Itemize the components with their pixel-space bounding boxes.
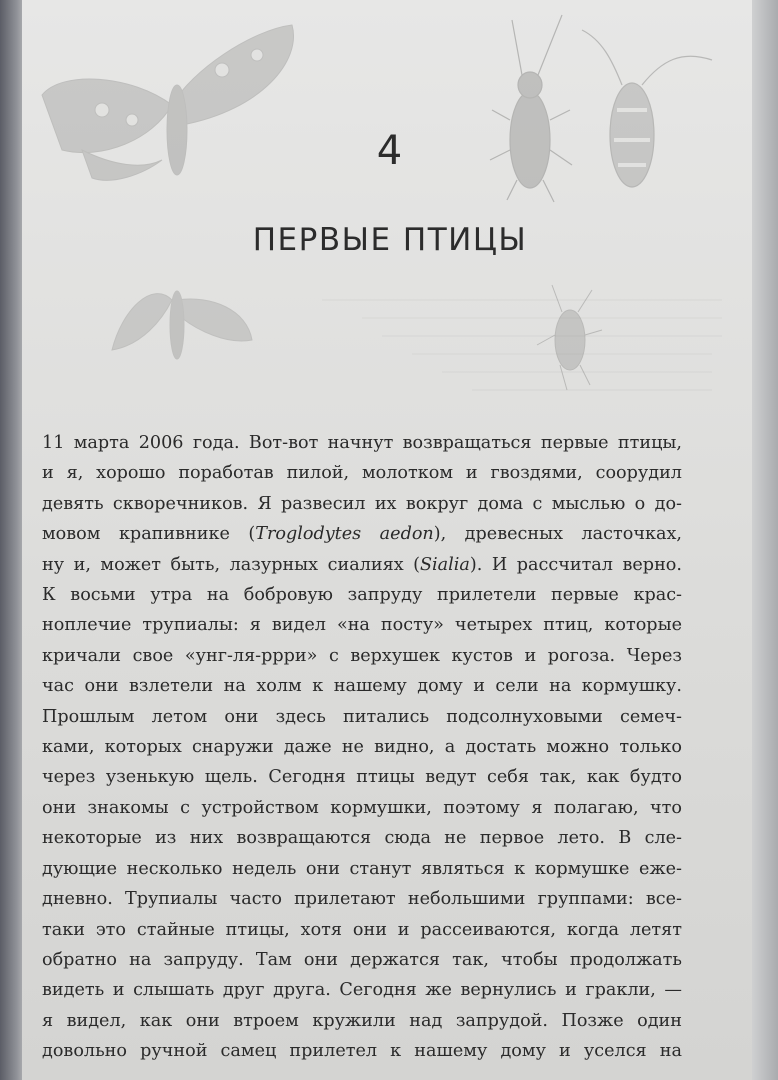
latin-species-name: Troglodytes aedon <box>255 524 434 545</box>
body-text <box>42 428 682 1067</box>
text-line: час они взлетели на холм к нашему дому и сели на кормушку. <box>42 676 682 697</box>
text-line: ками, которых снаружи даже не видно, а достать можно только <box>42 737 682 758</box>
book-page <box>22 0 758 1080</box>
text-segment: ). И рассчитал верно. <box>469 554 682 575</box>
text-line: некоторые из них возвращаются сюда не первое лето. В сле- <box>42 828 682 849</box>
chapter-title: ПЕРВЫЕ ПТИЦЫ <box>252 222 528 258</box>
latin-genus-name: Sialia <box>420 554 470 575</box>
text-line: видеть и слышать друг друга. Сегодня же вернулись и гракли, — <box>42 980 682 1001</box>
text-line: Прошлым летом они здесь питались подсолнуховыми семеч- <box>42 706 682 727</box>
text-line: таки это стайные птицы, хотя они и рассеиваются, когда летят <box>42 919 682 940</box>
text-line: девять скворечников. Я развесил их вокруг дома с мыслью о до- <box>42 493 682 514</box>
text-segment: ), древесных ласточках, <box>433 524 682 545</box>
text-line: и я, хорошо поработав пилой, молотком и гвоздями, соорудил <box>42 463 682 484</box>
text-line: через узенькую щель. Сегодня птицы ведут себя так, как будто <box>42 767 682 788</box>
moth-illustration-middle-left <box>112 291 252 359</box>
chapter-number: 4 <box>376 128 404 174</box>
text-segment: мовом крапивнике ( <box>42 524 256 545</box>
text-line: обратно на запруду. Там они держатся так, чтобы продолжать <box>42 949 682 970</box>
text-line: К восьми утра на бобровую запруду прилетели первые крас- <box>42 585 682 606</box>
text-line <box>42 519 682 549</box>
text-line: дневно. Трупиалы часто прилетают небольшими группами: все- <box>42 889 682 910</box>
faint-background-lines <box>322 300 722 390</box>
beetle-illustration-middle-right <box>537 285 602 390</box>
text-line: 11 марта 2006 года. Вот-вот начнут возвращаться первые птицы, <box>42 433 682 453</box>
page-edge-shadow <box>752 0 778 1080</box>
text-line <box>42 550 682 580</box>
insect-illustrations <box>22 0 758 420</box>
text-segment: ну и, может быть, лазурных сиалиях ( <box>42 554 420 575</box>
text-line: ноплечие трупиалы: я видел «на посту» четырех птиц, которые <box>42 615 682 636</box>
text-line: я видел, как они втроем кружили над запрудой. Позже один <box>42 1010 682 1031</box>
text-line: кричали свое «унг-ля-ррри» с верхушек кустов и рогоза. Через <box>42 645 682 666</box>
text-line: довольно ручной самец прилетел к нашему дому и уселся на <box>42 1041 682 1062</box>
text-line: дующие несколько недель они станут являться к кормушке еже- <box>42 858 682 879</box>
text-line: они знакомы с устройством кормушки, поэтому я полагаю, что <box>42 797 682 818</box>
